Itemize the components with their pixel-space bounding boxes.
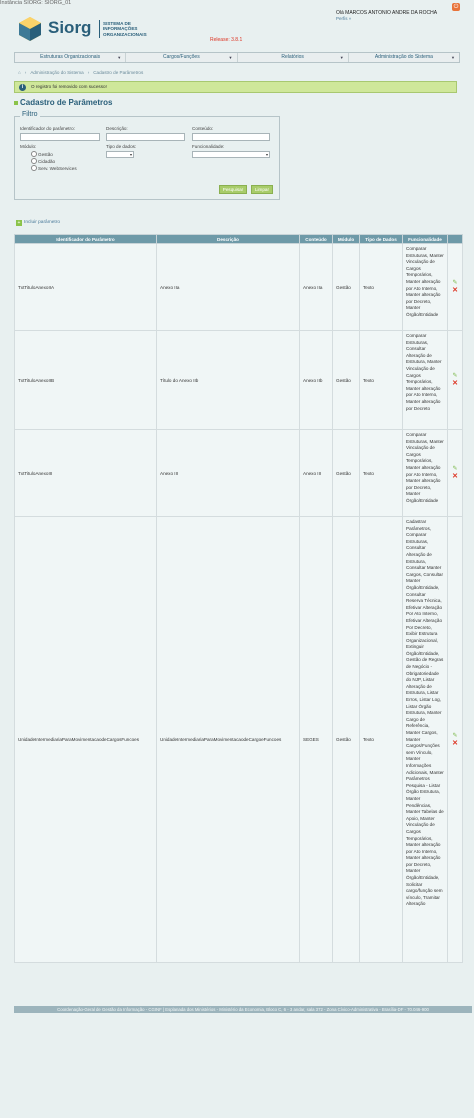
success-message: i O registro foi removido com sucesso! (14, 81, 457, 93)
header (0, 0, 474, 48)
siorg-logo-icon (18, 16, 42, 42)
caret-down-icon: ▼ (228, 55, 233, 60)
funcionalidade-label: Funcionalidade: (192, 144, 225, 149)
cell-funcionalidade: Comparar Estruturas, Consultar Alteração de Estrutura, Manter Vinculação de Cargos Temporários, Manter alteração por Ato Interno, Manter alteração por Decreto (403, 331, 448, 430)
parameters-table (14, 234, 463, 963)
cell-tipo: Texto (360, 331, 403, 430)
filter-legend: Filtro (22, 111, 38, 118)
col-conteudo[interactable]: Conteúdo (300, 235, 333, 244)
identificador-label: Identificador do parâmetro: (20, 126, 75, 131)
cell-identificador: UnidadeIntermediariaParaMovimentacaodeCargosFuncoes (15, 517, 157, 963)
cell-identificador: TxtTituloAnexoIIA (15, 244, 157, 331)
conteudo-input[interactable] (192, 133, 270, 141)
page-title: Cadastro de Parâmetros (20, 98, 113, 107)
descricao-label: Descrição: (106, 126, 128, 131)
cell-conteudo: Anexo IIb (300, 331, 333, 430)
edit-icon[interactable]: ✎ (452, 280, 458, 286)
add-icon[interactable]: + (17, 220, 21, 226)
tipo-select[interactable] (106, 151, 134, 158)
power-icon[interactable]: ⏻ (453, 4, 459, 10)
table-row (15, 331, 463, 430)
modulo-ws-radio[interactable] (31, 165, 37, 171)
add-parameter-link[interactable]: Incluir parâmetro (24, 220, 60, 225)
modulo-gestao-label: Gestão (38, 152, 53, 157)
clear-button[interactable]: Limpar (251, 185, 273, 194)
delete-icon[interactable]: ✕ (452, 739, 458, 747)
release-label: Release: 3.8.1 (210, 37, 243, 43)
select-arrow-icon: ▾ (129, 152, 132, 157)
main-nav (14, 52, 460, 63)
modulo-cidadao-label: Cidadão (38, 159, 56, 164)
breadcrumb: ⌂ › Administração do Sistema › Cadastro de Parâmetros (18, 70, 144, 75)
cell-descricao: Anexo IIa (157, 244, 300, 331)
edit-icon[interactable]: ✎ (452, 373, 458, 379)
col-identificador[interactable]: Identificador do Parâmetro (15, 235, 157, 244)
cell-descricao: UnidadeIntermediariaParaMovimentacaodeCargoeFuncoes (157, 517, 300, 963)
funcionalidade-select[interactable] (192, 151, 270, 158)
nav-item-cargos[interactable]: Cargos/Funções ▼ (126, 53, 237, 62)
cell-modulo: Gestão (333, 517, 360, 963)
instance-label: Instância SIORG: SIORG_01 (0, 0, 72, 6)
cell-actions (448, 430, 463, 517)
footer: Coordenação-Geral de Gestão da Informação - CGINF | Esplanada dos Ministérios - Ministério da Economia, Bloco C, 6 - 3 andar, sala 372 - Zona Cívico-Administrativa - Brasília-DF - 70.046-900 (14, 1006, 472, 1013)
cell-tipo: Texto (360, 244, 403, 331)
caret-down-icon: ▼ (339, 55, 344, 60)
caret-down-icon: ▼ (117, 55, 122, 60)
cell-identificador: TxtTituloAnexoIII (15, 430, 157, 517)
title-bullet-icon (14, 101, 18, 105)
breadcrumb-item-admin[interactable]: Administração do Sistema (30, 70, 84, 75)
cell-actions (448, 331, 463, 430)
cell-actions (448, 244, 463, 331)
breadcrumb-item-current: Cadastro de Parâmetros (93, 70, 144, 75)
cell-conteudo: Anexo IIa (300, 244, 333, 331)
table-header-row (15, 235, 463, 244)
brand-subtitle: SISTEMA DE INFORMAÇÕES ORGANIZACIONAIS (103, 21, 147, 37)
home-icon[interactable]: ⌂ (18, 70, 21, 75)
delete-icon[interactable]: ✕ (452, 287, 458, 294)
cell-descricao: Título do Anexo IIb (157, 331, 300, 430)
nav-item-administracao[interactable]: Administração do Sistema ▼ (374, 54, 455, 60)
descricao-input[interactable] (106, 133, 185, 141)
col-tipo[interactable]: Tipo de Dados (360, 235, 403, 244)
nav-item-relatorios[interactable]: Relatórios ▼ (238, 53, 349, 62)
select-arrow-icon: ▾ (265, 152, 268, 157)
brand-divider (99, 20, 100, 38)
table-row (15, 244, 463, 331)
table-row (15, 517, 463, 963)
col-funcionalidade[interactable]: Funcionalidade (403, 235, 448, 244)
col-modulo[interactable]: Módulo (333, 235, 360, 244)
cell-funcionalidade: Cadastrar Parâmetros, Comparar Estruturas, Consultar Alteração de Estrutura, Consultar Manter Cargos, Consultar Manter Órgão/Entidade, Consultar Reserva Técnica, Efetivar Alteração Por Ato Interno, Efetivar Alteração Por Decreto, Exibir Estrutura Organizacional, Extinguir Órgão/Entidade, Gestão de Regras de Negócio - Obrigatoriedade do NJP, Listar Alteração de Estrutura, Listar Erros, Listar Log, Listar Órgão Estrutura, Manter Cargo de Referência, Manter Cargos, Manter Cargos/Funções sem Vínculo, Manter Informações Adicionais, Manter Parâmetros Pesquisa - Listar Órgão Estrutura, Manter Pendências, Manter Tabelas de Apoio, Manter Vinculação de Cargos Temporários, Manter alteração por Ato Interno, Manter alteração por Decreto, Manter Órgão/Entidade, Solicitar cargo/função sem vínculo, Tramitar Alteração (403, 517, 448, 963)
cell-actions (448, 517, 463, 963)
info-icon: i (19, 84, 26, 91)
modulo-ws-label: Serv. WebServices (38, 166, 77, 171)
cell-modulo: Gestão (333, 331, 360, 430)
delete-icon[interactable]: ✕ (452, 380, 458, 387)
table-row (15, 430, 463, 517)
cell-identificador: TxtTituloAnexoIIB (15, 331, 157, 430)
cell-modulo: Gestão (333, 244, 360, 331)
caret-down-icon: ▼ (451, 55, 455, 60)
cell-tipo: Texto (360, 517, 403, 963)
cell-tipo: Texto (360, 430, 403, 517)
modulo-label: Módulo: (20, 144, 37, 149)
modulo-cidadao-radio[interactable] (31, 158, 37, 164)
search-button[interactable]: Pesquisar (219, 185, 247, 194)
tipo-label: Tipo de dados: (106, 144, 137, 149)
edit-icon[interactable]: ✎ (452, 732, 458, 739)
user-greeting: Olá MARCOS ANTONIO ANDRE DA ROCHA (336, 10, 438, 16)
cell-conteudo: SEGES (300, 517, 333, 963)
cell-descricao: Anexo III (157, 430, 300, 517)
profile-link[interactable]: Perfis » (336, 16, 352, 21)
edit-icon[interactable]: ✎ (452, 466, 458, 472)
conteudo-label: Conteúdo: (192, 126, 214, 131)
identificador-input[interactable] (20, 133, 100, 141)
cell-conteudo: Anexo III (300, 430, 333, 517)
brand-name: Siorg (48, 18, 92, 37)
cell-modulo: Gestão (333, 430, 360, 517)
modulo-gestao-radio[interactable] (31, 151, 37, 157)
col-descricao[interactable]: Descrição (157, 235, 300, 244)
nav-item-estruturas[interactable]: Estruturas Organizacionais ▼ (15, 53, 126, 62)
cell-funcionalidade: Comparar Estruturas, Manter Vinculação de Cargos Temporários, Manter alteração por Ato Interno, Manter alteração por Decreto, Manter Órgão/Entidade (403, 244, 448, 331)
delete-icon[interactable]: ✕ (452, 473, 458, 480)
col-actions (448, 235, 463, 244)
cell-funcionalidade: Comparar Estruturas, Manter Vinculação de Cargos Temporários, Manter alteração por Ato Interno, Manter alteração por Decreto, Manter Órgão/Entidade (403, 430, 448, 517)
